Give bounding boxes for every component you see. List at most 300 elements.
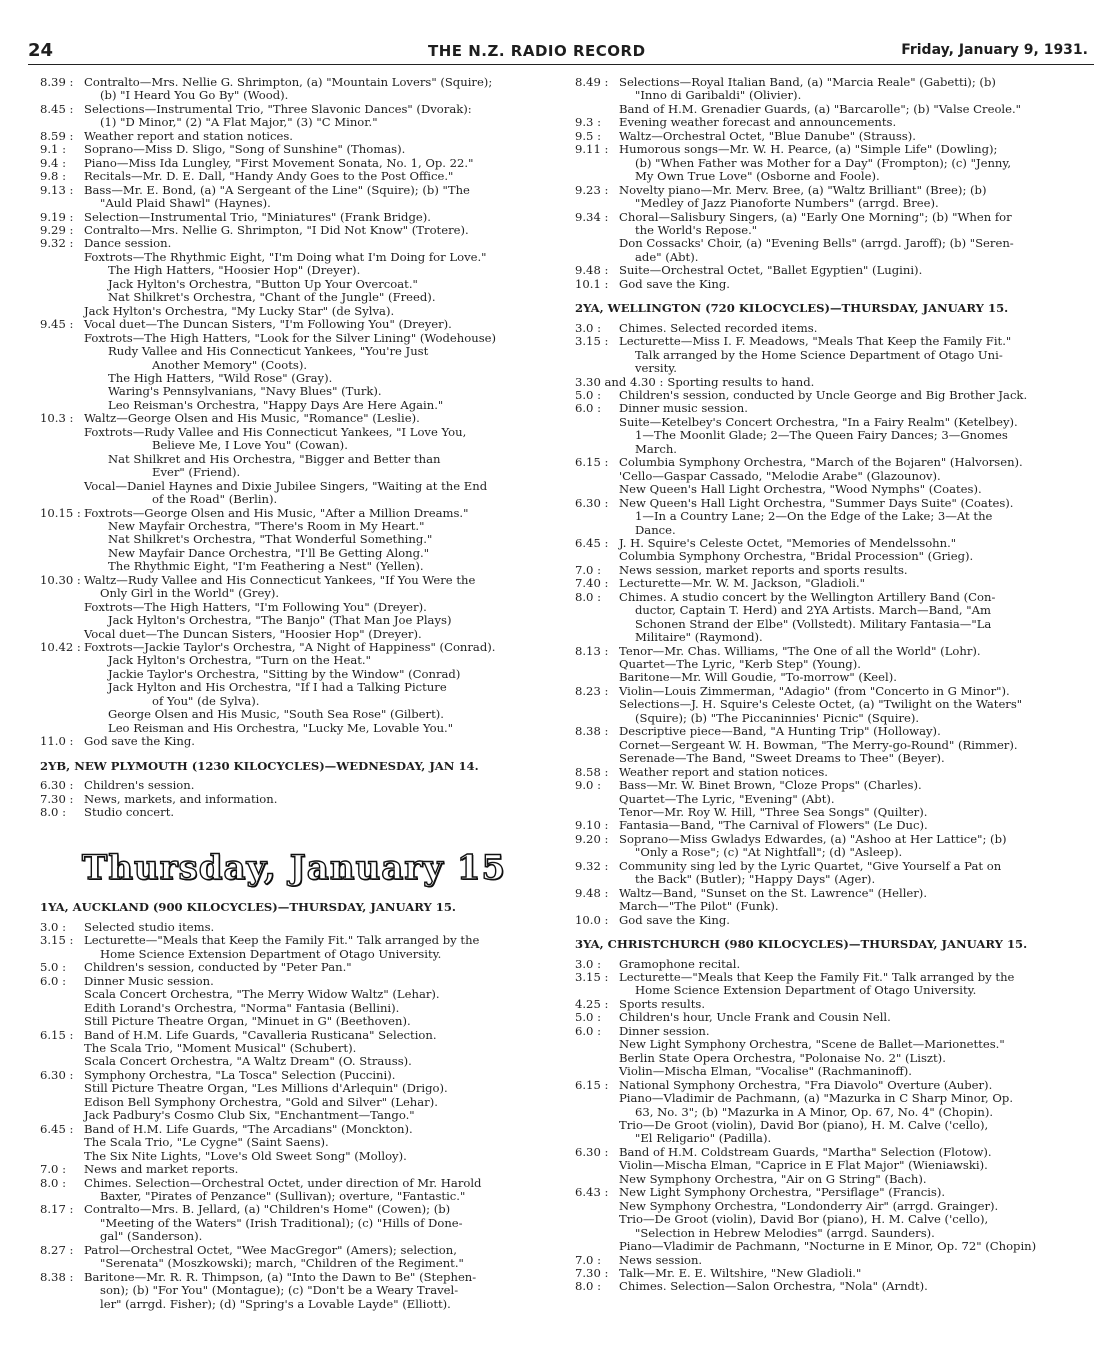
entry-body <box>619 264 1092 277</box>
programme-entry <box>575 335 1092 375</box>
entry-time: 3.15 : <box>40 933 74 948</box>
programme-line: Nat Shilkret's Orchestra, "That Wonderful Something." <box>108 532 433 547</box>
entry-line: gal" (Sanderson). <box>100 1229 203 1244</box>
entry-time: 8.49 : <box>575 75 609 89</box>
entry-line: God save the King. <box>84 734 195 749</box>
programme-line: Nat Shilkret and His Orchestra, "Bigger and Better than <box>108 451 441 466</box>
entry-line: Waltz—George Olsen and His Music, "Romance" (Leslie). <box>84 411 420 426</box>
entry-subline: New Symphony Orchestra, "Londonderry Air" (arrgd. Grainger). <box>619 1198 999 1213</box>
entry-line: Schonen Strand der Elbe" (Vollstedt). Military Fantasia—"La <box>635 616 992 631</box>
entry-subline: Berlin State Opera Orchestra, "Polonaise No. 2" (Liszt). <box>619 1050 946 1065</box>
entry-line: Waltz—Rudy Vallee and His Connecticut Yankees, "If You Were the <box>84 572 476 587</box>
programme-entry <box>575 591 1092 645</box>
programme-entry <box>575 1186 1092 1253</box>
programme-entry <box>575 456 1092 496</box>
entry-line: News and market reports. <box>84 1162 239 1177</box>
entry-line: Talk—Mr. E. E. Wiltshire, "New Gladioli." <box>619 1265 862 1280</box>
entry-time: 8.0 : <box>40 1175 67 1190</box>
programme-line: The High Hatters, "Wild Rose" (Gray). <box>108 370 333 385</box>
entry-time: 9.8 : <box>40 169 67 184</box>
entry-subline: Scala Concert Orchestra, "A Waltz Dream" (O. Strauss). <box>84 1054 412 1069</box>
entry-time: 8.45 : <box>40 101 74 116</box>
entry-body <box>84 961 548 974</box>
programme-entry <box>40 934 548 961</box>
entry-body <box>619 645 1092 685</box>
programme-entry <box>40 1244 548 1271</box>
entry-time: 3.15 : <box>575 970 609 984</box>
entry-line: Chimes. Selection—Orchestral Octet, under direction of Mr. Harold <box>84 1175 482 1190</box>
entry-time: 10.3 : <box>40 411 74 426</box>
entry-body <box>619 685 1092 725</box>
programme-line: George Olsen and His Music, "South Sea Rose" (Gilbert). <box>108 707 444 722</box>
programme-line: Ever" (Friend). <box>152 465 241 480</box>
entry-body <box>84 921 548 934</box>
entry-time: 8.59 : <box>40 128 74 143</box>
entry-subline: New Symphony Orchestra, "Air on G String" (Bach). <box>619 1171 927 1186</box>
entry-time: 6.15 : <box>575 1077 609 1092</box>
entry-line: son); (b) "For You" (Montague); (c) "Don't be a Weary Travel- <box>100 1283 459 1298</box>
entry-body <box>619 456 1092 496</box>
entry-line: My Own True Love" (Osborne and Foole). <box>635 169 880 184</box>
right-column <box>575 76 1092 1294</box>
programme-entry <box>40 806 548 819</box>
entry-subline: Baritone—Mr. Will Goudie, "To-morrow" (Keel). <box>619 670 897 685</box>
entry-time: 7.0 : <box>575 562 602 577</box>
entry-time: 8.23 : <box>575 683 609 698</box>
entry-line: Band of H.M. Life Guards, "The Arcadians" (Monckton). <box>84 1121 413 1136</box>
entry-body <box>84 76 548 103</box>
entry-body <box>619 971 1092 998</box>
entry-body <box>619 819 1092 832</box>
programme-line: of the Road" (Berlin). <box>152 492 278 507</box>
entry-line: God save the King. <box>619 276 730 291</box>
programme-line: Foxtrots—The High Hatters, "I'm Following You" (Dreyer). <box>84 599 427 614</box>
programme-line: Another Memory" (Coots). <box>152 357 308 372</box>
entry-line: Baxter, "Pirates of Penzance" (Sullivan); overture, "Fantastic." <box>100 1188 466 1203</box>
entry-line: Weather report and station notices. <box>84 128 293 143</box>
entry-subline: "El Religario" (Padilla). <box>635 1131 772 1146</box>
entry-line: (b) "When Father was Mother for a Day" (Frompton); (c) "Jenny, <box>635 155 1012 170</box>
entry-time: 9.11 : <box>575 142 609 157</box>
entry-subline: Violin—Mischa Elman, "Caprice in E Flat Major" (Wieniawski). <box>619 1158 988 1173</box>
entry-time: 7.30 : <box>40 791 74 806</box>
entry-time: 6.0 : <box>575 401 602 416</box>
entry-subline: "Selection in Hebrew Melodies" (arrgd. Saunders). <box>635 1225 935 1240</box>
programme-line: Believe Me, I Love You" (Cowan). <box>152 438 348 453</box>
entry-body <box>619 402 1092 456</box>
programme-entry <box>40 1203 548 1243</box>
programme-line: The Rhythmic Eight, "I'm Feathering a Nest" (Yellen). <box>108 559 424 574</box>
entry-time: 3.0 : <box>575 320 602 335</box>
entry-body <box>84 412 548 425</box>
programme-entry <box>40 641 548 654</box>
entry-body <box>619 116 1092 129</box>
entry-time: 6.30 : <box>40 778 74 793</box>
entry-body <box>619 998 1092 1011</box>
entry-time: 3.30 and 4.30 : <box>575 374 664 389</box>
station-heading-3ya: 3YA, CHRISTCHURCH (980 KILOCYCLES)—THURSDAY, JANUARY 15. <box>575 937 1028 952</box>
entry-line: Community sing led by the Lyric Quartet, "Give Yourself a Pat on <box>619 858 1002 873</box>
programme-entry <box>40 1271 548 1311</box>
programme-entry <box>575 1025 1092 1079</box>
entry-time: 9.32 : <box>575 858 609 873</box>
entry-line: News, markets, and information. <box>84 791 278 806</box>
entry-body <box>619 184 1092 211</box>
entry-line: Bass—Mr. W. Binet Brown, "Cloze Props" (Charles). <box>619 778 922 793</box>
entry-body <box>619 779 1092 819</box>
entry-time: 8.58 : <box>575 764 609 779</box>
entry-time: 9.10 : <box>575 818 609 833</box>
entry-subline: March—"The Pilot" (Funk). <box>619 899 779 914</box>
entry-line: Dance session. <box>84 236 172 251</box>
entry-line: Home Science Extension Department of Otago University. <box>100 946 442 961</box>
entry-time: 7.0 : <box>40 1162 67 1177</box>
entry-body <box>619 833 1092 860</box>
entry-line: Waltz—Band, "Sunset on the St. Lawrence" (Heller). <box>619 885 928 900</box>
programme-entry <box>575 914 1092 927</box>
entry-line: Chimes. A studio concert by the Wellington Artillery Band (Con- <box>619 589 996 604</box>
header-rule <box>28 64 1094 65</box>
entry-time: 8.17 : <box>40 1202 74 1217</box>
programme-entry <box>575 819 1092 832</box>
entry-time: 9.32 : <box>40 236 74 251</box>
programme-entry <box>575 402 1092 456</box>
programme-entry <box>40 961 548 974</box>
station-heading-1ya: 1YA, AUCKLAND (900 KILOCYCLES)—THURSDAY, JANUARY 15. <box>40 900 456 915</box>
entry-time: 9.34 : <box>575 209 609 224</box>
programme-line: of You" (de Sylva). <box>152 693 260 708</box>
entry-line: Lecturette—Miss I. F. Meadows, "Meals That Keep the Family Fit." <box>619 334 1012 349</box>
programme-line: Still Picture Theatre Organ, "Minuet in G" (Beethoven). <box>84 1014 411 1029</box>
entry-time: 6.30 : <box>575 495 609 510</box>
entry-line: "Inno di Garibaldi" (Olivier). <box>635 88 802 103</box>
entry-time: 6.0 : <box>40 973 67 988</box>
entry-body <box>667 376 1092 389</box>
programme-entry <box>40 975 548 988</box>
entry-time: 10.1 : <box>575 276 609 291</box>
programme-entry <box>40 157 548 170</box>
entry-time: 10.15 : <box>40 505 81 520</box>
programme-entry <box>575 1267 1092 1280</box>
entry-subline: Columbia Symphony Orchestra, "Bridal Procession" (Grieg). <box>619 549 974 564</box>
entry-body <box>619 1186 1092 1253</box>
entry-body <box>84 1203 548 1243</box>
entry-line: Sports results. <box>619 996 706 1011</box>
entry-subline: Tenor—Mr. Roy W. Hill, "Three Sea Songs" (Quilter). <box>619 805 928 820</box>
entry-body <box>84 1069 548 1123</box>
entry-body <box>619 591 1092 645</box>
programme-line: Jack Hylton's Orchestra, "My Lucky Star" (de Sylva). <box>84 303 395 318</box>
entry-body <box>619 1079 1092 1146</box>
entry-time: 8.38 : <box>575 724 609 739</box>
entry-time: 7.0 : <box>575 1252 602 1267</box>
programme-entry <box>40 76 548 103</box>
programme-entry <box>575 564 1092 577</box>
entry-body <box>84 793 548 806</box>
entry-subline: Edison Bell Symphony Orchestra, "Gold and Silver" (Lehar). <box>84 1094 438 1109</box>
entry-body <box>84 211 548 224</box>
entry-body <box>619 1254 1092 1267</box>
entry-body <box>84 170 548 183</box>
entry-subline: Band of H.M. Grenadier Guards, (a) "Barcarolle"; (b) "Valse Creole." <box>619 101 1022 116</box>
entry-body <box>84 1163 548 1176</box>
entry-body <box>619 1011 1092 1024</box>
entry-subline: March. <box>635 441 677 456</box>
entry-time: 6.43 : <box>575 1185 609 1200</box>
programme-line: Rudy Vallee and His Connecticut Yankees, "You're Just <box>108 344 429 359</box>
programme-line: Vocal—Daniel Haynes and Dixie Jubilee Singers, "Waiting at the End <box>84 478 488 493</box>
entry-line: Selections—Royal Italian Band, (a) "Marcia Reale" (Gabetti); (b) <box>619 75 996 89</box>
entry-subline: Selections—J. H. Squire's Celeste Octet, (a) "Twilight on the Waters" <box>619 697 1023 712</box>
entry-line: National Symphony Orchestra, "Fra Diavolo" Overture (Auber). <box>619 1077 993 1092</box>
entry-line: J. H. Squire's Celeste Octet, "Memories of Mendelssohn." <box>619 535 957 550</box>
entry-time: 3.0 : <box>575 956 602 971</box>
programme-entry <box>575 577 1092 590</box>
entry-body <box>619 1146 1092 1186</box>
entry-subline: Violin—Mischa Elman, "Vocalise" (Rachmaninoff). <box>619 1064 912 1079</box>
entry-body <box>619 766 1092 779</box>
entry-body <box>619 278 1092 291</box>
entry-line: the World's Repose." <box>635 222 758 237</box>
programme-line: Edith Lorand's Orchestra, "Norma" Fantasia (Bellini). <box>84 1000 400 1015</box>
entry-line: "Medley of Jazz Pianoforte Numbers" (arrgd. Bree). <box>635 196 939 211</box>
programme-entry <box>575 645 1092 685</box>
station-heading-2ya: 2YA, WELLINGTON (720 KILOCYCLES)—THURSDAY, JANUARY 15. <box>575 301 1009 316</box>
entry-time: 9.45 : <box>40 317 74 332</box>
entry-line: the Back" (Butler); "Happy Days" (Ager). <box>635 872 876 887</box>
entry-line: "Meeting of the Waters" (Irish Traditional); (c) "Hills of Done- <box>100 1215 463 1230</box>
entry-subline: Cornet—Sergeant W. H. Bowman, "The Merry-go-Round" (Rimmer). <box>619 737 1018 752</box>
entry-body <box>619 537 1092 564</box>
entry-line: New Light Symphony Orchestra, "Persiflage" (Francis). <box>619 1185 946 1200</box>
programme-line: New Mayfair Dance Orchestra, "I'll Be Getting Along." <box>108 545 430 560</box>
entry-time: 8.38 : <box>40 1269 74 1284</box>
entry-time: 8.0 : <box>40 805 67 820</box>
programme-entry <box>40 412 548 425</box>
entry-line: Waltz—Orchestral Octet, "Blue Danube" (Strauss). <box>619 128 916 143</box>
programme-entry <box>40 507 548 520</box>
entry-body <box>84 641 548 654</box>
entry-body <box>84 184 548 211</box>
entry-line: Dinner music session. <box>619 401 748 416</box>
programme-entry <box>40 237 548 250</box>
entry-line: Selection—Instrumental Trio, "Miniatures" (Frank Bridge). <box>84 209 431 224</box>
entry-body <box>84 1029 548 1069</box>
entry-line: Humorous songs—Mr. W. H. Pearce, (a) "Simple Life" (Dowling); <box>619 142 998 157</box>
entry-line: Violin—Louis Zimmerman, "Adagio" (from "Concerto in G Minor"). <box>619 683 1010 698</box>
entry-line: Columbia Symphony Orchestra, "March of the Bojaren" (Halvorsen). <box>619 455 1023 470</box>
entry-time: 6.0 : <box>575 1023 602 1038</box>
entry-line: Foxtrots—Jackie Taylor's Orchestra, "A Night of Happiness" (Conrad). <box>84 640 496 655</box>
entry-time: 7.40 : <box>575 576 609 591</box>
entry-time: 6.15 : <box>575 455 609 470</box>
entry-time: 9.3 : <box>575 115 602 130</box>
entry-line: Militaire" (Raymond). <box>635 630 763 645</box>
programme-entry <box>575 130 1092 143</box>
entry-time: 6.45 : <box>575 535 609 550</box>
programme-entry <box>40 735 548 748</box>
programme-line: Jack Hylton's Orchestra, "Turn on the Heat." <box>108 653 371 668</box>
entry-line: Weather report and station notices. <box>619 764 828 779</box>
entry-subline: Trio—De Groot (violin), David Bor (piano), H. M. Calve ('cello), <box>619 1212 989 1227</box>
entry-time: 10.0 : <box>575 912 609 927</box>
entry-subline: Don Cossacks' Choir, (a) "Evening Bells" (arrgd. Jaroff); (b) "Seren- <box>619 236 1014 251</box>
programme-line: Vocal duet—The Duncan Sisters, "Hoosier Hop" (Dreyer). <box>84 626 422 641</box>
entry-time: 9.1 : <box>40 142 67 157</box>
entry-line: versity. <box>635 361 677 376</box>
entry-line: Suite—Orchestral Octet, "Ballet Egyptien" (Lugini). <box>619 263 923 278</box>
station-heading-2yb: 2YB, NEW PLYMOUTH (1230 KILOCYCLES)—WEDNESDAY, JAN 14. <box>40 758 479 773</box>
programme-line: Leo Reisman's Orchestra, "Happy Days Are Here Again." <box>108 397 444 412</box>
entry-body <box>84 507 548 520</box>
entry-time: 6.45 : <box>40 1121 74 1136</box>
entry-subline: The Six Nite Lights, "Love's Old Sweet Song" (Molloy). <box>84 1148 407 1163</box>
entry-subline: ade" (Abt). <box>635 249 699 264</box>
entry-time: 8.0 : <box>575 1279 602 1294</box>
entry-subline: 1—The Moonlit Glade; 2—The Queen Fairy Dances; 3—Gnomes <box>635 428 1008 443</box>
programme-entry <box>575 264 1092 277</box>
entry-time: 5.0 : <box>575 387 602 402</box>
entry-body <box>84 143 548 156</box>
entry-body <box>84 975 548 988</box>
programme-entry <box>40 921 548 934</box>
entry-line: Recitals—Mr. D. E. Dall, "Handy Andy Goes to the Post Office." <box>84 169 454 184</box>
entry-body <box>619 497 1092 537</box>
programme-entry <box>575 278 1092 291</box>
entry-body <box>84 574 548 601</box>
entry-line: Talk arranged by the Home Science Department of Otago Uni- <box>635 347 1003 362</box>
entry-time: 9.20 : <box>575 831 609 846</box>
day-title: Thursday, January 15 <box>81 848 507 889</box>
entry-line: Chimes. Selected recorded items. <box>619 320 818 335</box>
programme-entry <box>575 998 1092 1011</box>
programme-entry <box>575 766 1092 779</box>
entry-line: (1) "D Minor," (2) "A Flat Major," (3) "C Minor." <box>100 115 378 130</box>
programme-entry <box>575 497 1092 537</box>
programme-entry <box>575 1079 1092 1146</box>
entry-subline: Jack Padbury's Cosmo Club Six, "Enchantment—Tango." <box>84 1108 415 1123</box>
entry-body <box>84 735 548 748</box>
entry-time: 10.30 : <box>40 572 81 587</box>
entry-body <box>84 934 548 961</box>
entry-body <box>619 211 1092 265</box>
programme-entry <box>575 211 1092 265</box>
programme-entry <box>575 1280 1092 1293</box>
entry-line: Dance. <box>635 522 676 537</box>
entry-time: 9.0 : <box>575 778 602 793</box>
entry-body <box>84 318 548 331</box>
entry-time: 9.23 : <box>575 182 609 197</box>
programme-line: Scala Concert Orchestra, "The Merry Widow Waltz" (Lehar). <box>84 987 440 1002</box>
entry-time: 3.15 : <box>575 334 609 349</box>
entry-line: Lecturette—"Meals that Keep the Family Fit." Talk arranged by the <box>619 970 1015 984</box>
entry-subline: 'Cello—Gaspar Cassado, "Melodie Arabe" (Glazounov). <box>619 468 941 483</box>
programme-entry <box>575 389 1092 402</box>
programme-entry <box>575 833 1092 860</box>
entry-body <box>619 564 1092 577</box>
programme-line: New Mayfair Orchestra, "There's Room in My Heart." <box>108 518 425 533</box>
entry-line: Fantasia—Band, "The Carnival of Flowers" (Le Duc). <box>619 818 928 833</box>
entry-body <box>619 1267 1092 1280</box>
entry-subline: Still Picture Theatre Organ, "Les Millions d'Arlequin" (Drigo). <box>84 1081 448 1096</box>
entry-subline: Quartet—The Lyric, "Evening" (Abt). <box>619 791 835 806</box>
programme-entry <box>40 170 548 183</box>
entry-subline: The Scala Trio, "Moment Musical" (Schubert). <box>84 1041 357 1055</box>
entry-line: Gramophone recital. <box>619 956 741 971</box>
programme-entry <box>575 958 1092 971</box>
entry-subline: Trio—De Groot (violin), David Bor (piano), H. M. Calve ('cello), <box>619 1117 989 1132</box>
entry-line: Contralto—Mrs. Nellie G. Shrimpton, "I Did Not Know" (Trotere). <box>84 222 469 237</box>
entry-line: Only Girl in the World" (Grey). <box>100 586 280 601</box>
programme-entry <box>575 1146 1092 1186</box>
programme-entry <box>575 116 1092 129</box>
entry-subline: The Scala Trio, "Le Cygne" (Saint Saens). <box>84 1135 329 1150</box>
entry-line: Patrol—Orchestral Octet, "Wee MacGregor" (Amers); selection, <box>84 1242 457 1257</box>
programme-entry <box>575 725 1092 765</box>
entry-body <box>84 1271 548 1311</box>
entry-line: Evening weather forecast and announcements. <box>619 115 897 130</box>
entry-line: "Auld Plaid Shawl" (Haynes). <box>100 196 271 211</box>
entry-line: Soprano—Miss D. Sligo, "Song of Sunshine" (Thomas). <box>84 142 406 157</box>
programme-entry <box>575 1254 1092 1267</box>
entry-body <box>619 1280 1092 1293</box>
programme-entry <box>40 1177 548 1204</box>
programme-entry <box>575 537 1092 564</box>
programme-entry <box>40 779 548 792</box>
entry-line: Choral—Salisbury Singers, (a) "Early One Morning"; (b) "When for <box>619 209 1012 224</box>
entry-body <box>84 1177 548 1204</box>
entry-time: 9.13 : <box>40 182 74 197</box>
programme-entry <box>40 1123 548 1163</box>
entry-time: 6.15 : <box>40 1027 74 1042</box>
entry-body <box>84 779 548 792</box>
programme-entry <box>40 1163 548 1176</box>
entry-line: Descriptive piece—Band, "A Hunting Trip" (Holloway). <box>619 724 941 739</box>
entry-body <box>84 806 548 819</box>
entry-body <box>84 157 548 170</box>
left-column <box>40 76 548 1311</box>
entry-body <box>619 914 1092 927</box>
programme-entry <box>40 1029 548 1069</box>
entry-body <box>619 860 1092 887</box>
entry-line: Foxtrots—George Olsen and His Music, "After a Million Dreams." <box>84 505 469 520</box>
programme-entry <box>40 143 548 156</box>
entry-body <box>84 130 548 143</box>
entry-body <box>619 389 1092 402</box>
entry-line: Tenor—Mr. Chas. Williams, "The One of all the World" (Lohr). <box>619 643 981 658</box>
programme-line: Nat Shilkret's Orchestra, "Chant of the Jungle" (Freed). <box>108 290 436 305</box>
entry-line: Band of H.M. Life Guards, "Cavalleria Rusticana" Selection. <box>84 1027 437 1042</box>
entry-body <box>619 887 1092 914</box>
programme-line: Leo Reisman and His Orchestra, "Lucky Me, Lovable You." <box>108 720 454 735</box>
programme-entry <box>575 184 1092 211</box>
entry-subline: 63, No. 3"; (b) "Mazurka in A Minor, Op. 67, No. 4" (Chopin). <box>635 1104 994 1119</box>
entry-line: News session. <box>619 1252 703 1267</box>
entry-time: 9.29 : <box>40 222 74 237</box>
programme-entry <box>575 779 1092 819</box>
entry-line: Children's hour, Uncle Frank and Cousin Nell. <box>619 1010 891 1025</box>
programme-entry <box>40 1069 548 1123</box>
entry-line: God save the King. <box>619 912 730 927</box>
entry-time: 9.5 : <box>575 128 602 143</box>
entry-line: (b) "I Heard You Go By" (Wood). <box>100 88 289 103</box>
programme-line: Foxtrots—The Rhythmic Eight, "I'm Doing what I'm Doing for Love." <box>84 249 487 264</box>
programme-line: Jack Hylton's Orchestra, "The Banjo" (That Man Joe Plays) <box>108 613 452 628</box>
entry-time: 10.42 : <box>40 640 81 655</box>
entry-line: Contralto—Mrs. Nellie G. Shrimpton, (a) "Mountain Lovers" (Squire); <box>84 75 493 89</box>
entry-body <box>84 1123 548 1163</box>
entry-time: 8.0 : <box>575 589 602 604</box>
